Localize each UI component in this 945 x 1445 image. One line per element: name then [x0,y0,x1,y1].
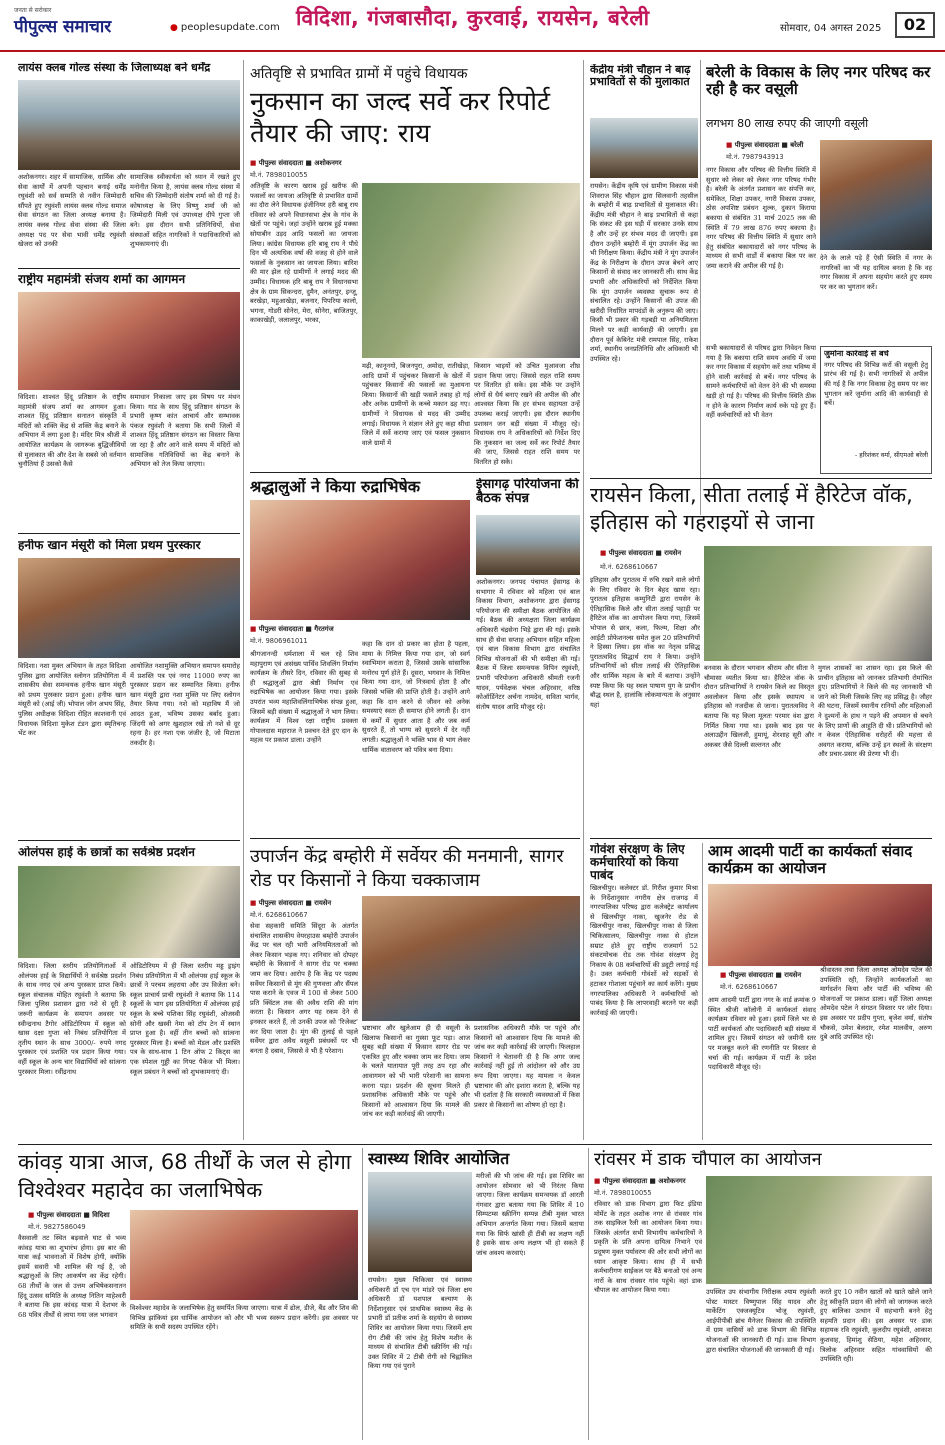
gauvansh-text: खिलचीपुर। कलेक्टर डॉ. गिरीश कुमार मिश्रा के निर्देशानुसार नगरीय क्षेत्र राजगढ़ में नगरपालिका परिषद द्वारा कलेक्ट्रेट कार्यालय से खिलचीपुर नाका, खुजनेर रोड से खिलचीपुर नाका, खिलचीपुर नाका से जिला चिकित्सालय, खिलचीपुर नाका से होटल सम्राट होते हुए राष्ट्रीय राजमार्ग 52 संकटमोचक रोड तक गोवंश संरक्षण हेतु निकाय के 08 कर्मचारियों की ड्यूटी लगाई गई है। उक्त कर्मचारी गोवंशों को सड़कों से हटाकर गोशाला पहुंचाने का कार्य करेंगे। मुख्य नगरपालिका अधिकारी ने कर्मचारियों को पाबंद किया है कि लापरवाही बरतने पर कड़ी कार्रवाई की जाएगी। [590,884,698,1017]
rudra-byline: ■ पीपुल्स संवाददाता ■ गैरतगंज [250,624,334,633]
isagarh-headline: ईसागढ़ परियोजना की बैठक संपन्न [476,478,579,507]
rudra-mobile: मो.नं. 9806961011 [250,637,308,645]
raisen-byline: ■ पीपुल्स संवाददाता ■ रायसेन [600,548,681,557]
byline-place: विदिशा [92,1211,110,1219]
divider [18,533,240,534]
ativrishti-headline: नुकसान का जल्द सर्वे कर रिपोर्ट तैयार की जाए: राय [250,87,551,149]
upaarjan-text-col1: सेवा सहकारी समिति सिंदूरा के अंतर्गत संचालित शासकीय वेयरहाउस बम्होरी उपार्जन केंद्र पर चल रही भारी अनियमितताओं को लेकर किसान भड़क गए। शनिवार को दोपहर बम्होरी के किसानों ने सागर रोड पर चक्का जाम कर दिया। आरोप है कि केंद्र पर पदस्थ सर्वेयर किसानों से मूंग की गुणवत्ता और सैंपल पास कराने के एवज में 100 से लेकर 500 प्रति क्विंटल तक की अवैध राशि की मांग करता है। किसान अगर यह रकम देने से इनकार करते हैं, तो उनकी उपज को 'रिजेक्ट' कर दिया जाता है। मूंग की तुलाई से पहले सर्वेयर द्वारा अवैध वसूली प्रबंधकों पर भी बनता है दबाव, जिससे वे भी है परेशान। [250,922,358,1055]
rudra-text-col2: कहा कि दान दो प्रकार का होता है पहला, माया के निमित्त किया गया दान, जो स्वर्ग स्वाभिमान कराता है, जिससे उसके सांसारिक मनोरथ पूर्ण होते हैं। दूसरा, भगवान के निमित्त किया गया दान, जो निःस्वार्थ होता है और जिससे भक्ति की प्राप्ति होती है। उन्होंने आगे कहा कि दान करने से जीवन को अनेक समस्याएं स्वतः ही समाप्त होने लगती हैं। दान से कर्मों में सुधार आता है और जब कर्म सुधरते हैं, तो भाग्य को सुधरने में देर नहीं लगती। श्रद्धालुओं ने भक्ति भाव से भाग लेकर धार्मिक वातावरण को पवित्र बना दिया। [362,640,470,754]
hanif-award-photo [18,558,240,658]
mla-field-visit-photo [362,183,580,358]
olympus-students-photo [18,866,240,958]
byline-place: बरेली [790,141,804,149]
rudrabhishek-photo [250,500,470,620]
gauvansh-headline: गोवंश संरक्षण के लिए कर्मचारियों को किया पाबंद [590,843,685,883]
column-divider [243,60,244,1140]
logo-tagline: जनता से सरोकार [14,7,52,14]
hanif-text-col1: विदिशा। नशा मुक्त अभियान के तहत विदिशा पुलिस द्वारा आयोजित स्लोगन प्रतियोगिता में शासकीय सेवा समन्वयक हनीफ खान मंसूरी को प्रथम पुरस्कार प्रदान हुआ। हनीफ खान मंसूरी को (आई जी) भोपाल जोन अभय सिंह, पुलिस अधीक्षक विदिशा रोहित काशवानी एवं विधायक विदिशा मुकेश टंडन द्वारा स्मृतिचन्ह भेंट कर [18,662,126,738]
byline-reporter: पीपुल्स संवाददाता [258,625,304,633]
health-text-col1: रायसेन। मुख्य चिकित्सा एवं स्वास्थ्य अधिकारी डॉ एच एन मांडरे एवं जिला क्षय अधिकारी डॉ यशपाल बल्याण के निर्देशानुसार एवं प्राथमिक स्वास्थ्य केंद्र के प्रभारी डॉ प्रतीक शर्मा के सहयोग से स्वास्थ्य शिविर का आयोजन किया गया। जिसमें क्षय रोग टीबी की जांच हेतु विशेष मशीन के माध्यम से संभावित टीबी स्क्रीनिंग की गई। उक्त शिविर में 2 टीबी रोगी को चिह्नांकित किया गया एवं पुराने [368,1276,472,1371]
chaupal-headline: रांवसर में डाक चौपाल का आयोजन [594,1150,822,1170]
column-divider [583,60,584,1140]
byline-reporter: पीपुल्स संवाददाता [608,549,654,557]
kanwad-text-col2: विश्वेश्वर महादेव के जलाभिषेक हेतु समर्पित किया जाएगा। यात्रा में ढोल, डीजे, बैंड और शिव की विभिन्न झांकियां इस धार्मिक आयोजन को और भी भव्य स्वरूप प्रदान करेंगी। इस अवसर पर समिति के सभी सदस्य उपस्थित रहेंगे। [130,1304,358,1332]
masthead [0,0,945,52]
byline-place: रायसेन [784,971,802,979]
raisen-fort-heritage-walk-photo [704,546,932,661]
upaarjan-byline: ■ पीपुल्स संवाददाता ■ रायसेन [250,898,331,907]
ativrishti-text-col2: मढ़ी, कानूनगो, बिजनपुरा, अमोदा, रातीखेड़ा, आदि ग्रामों में पहुंचकर किसानों के खेतों में पहुंचकर किसानों की फसलों का मुआयना किया। किसानों की खड़ी फसलें तबाह हो गई और अनेक ग्रामीणों के कच्चे मकान ढह गए। ग्रामीणों ने विधायक से मदद की उम्मीद लगाई। विधायक ने संज्ञान लेते हुए कहा सीधा जिले में सर्वे कराया जाए एवं फसल नुकसान वाले ग्रामों में [362,362,470,447]
sanjay-text-col2: समाधान निकाला जाए इस विषय पर मंथन किया। गाड के साथ हिंदू प्रतिष्ठान संगठन के प्रभारी कृष्ण कांत आचार्य और सम्भावक पंकज रघुवंशी ने बताया कि सभी जिलों में शाश्वत हिंदू प्रतिष्ठान संगठन का विस्तार किया जा रहा है और आने वाले समय में मंदिरों को सामाजिक गतिविधियों का केंद्र बनाने के अभियान को तेज किया जाएगा। [130,393,240,469]
aap-headline: आम आदमी पार्टी का कार्यकर्ता संवाद कार्यक्रम का आयोजन [708,843,913,876]
lions-club-group-photo [18,80,240,170]
ativrishti-text-col1: अतिवृष्टि के कारण खराब हुई खरीफ की फसलों का जायजा अतिवृष्टि से प्रभावित ग्रामों का दौरा लेने विधायक इंजीनियर हरी बाबू राय रविवार को अपने विधानसभा क्षेत्र के गांव के खेतों पर पहुंचे। जहां उन्होंने खराब हुई मक्का सोयाबीन उड़द आदि फसलों का जायजा लिया। कांग्रेस विधायक हरि बाबू राय ने पौधे दिन भी अत्यधिक वर्षा की वजह से होने वाले फसलों के नुकसान का जायजा लिया। बारिश की मार झेल रहे ग्रामीणों ने लगाई मदद की उम्मीद। विधायक हरि बाबू राय ने विधानसभा क्षेत्र के ग्राम सिकन्दरा, दुमैन, अनंतपुर, इन्जू, बरखेड़ा, महुआखेड़ा, बजनार, पिपरिया कालो, भगना, गोडरी सोनेरा, मेरा, सोनेरा, बाजितपुर, काकाखेड़ी, जलालपुर, भरका, [250,182,358,325]
fine-box-title: जुर्माना कार्रवाई से बचें [824,350,889,358]
column-divider [702,843,703,1140]
raisen-text-col2: बनवास के दौरान भगवान श्रीराम और सीता ने चौमासा व्यतीत किया था। हैरिटेज वॉक के दौरान प्रतिभागियों ने रायसेन किले का विस्तृत अवलोकन किया और इसके स्थापत्य व इतिहास को नजदीक से जाना। पुरातत्वविद ने बताया कि यह किला मूलतः परमार वंश द्वारा निर्मित किया गया था। इसके बाद इस पर अलाउद्दीन खिलजी, हुमायूं, शेरशाह सूरी और अकबर जैसे दिल्ली सल्तनत और [704,664,814,749]
rudra-text-col1: श्रीगजानन्दी धर्मशाला में चल रहे शिव महापुराण एवं असंख्य पार्थिव शिवलिंग निर्माण कार्यक्रम के तीसरे दिन, रविवार की सुबह से ही श्रद्धालुओं द्वारा श्रेष्ठी निर्माण एवं रुद्राभिषेक का आयोजन किया गया। इसके उपरांत भव्य महाशिवलिंगाभिषेक संपन्न हुआ, जिसमें बड़ी संख्या में श्रद्धालुओं ने भाग लिया। कार्यक्रम में विश्व रक्षा राष्ट्रीय प्रवक्ता गोपालदास महाराज ने प्रवचन देते हुए दान के महत्व पर प्रकाश डाला। उन्होंने [250,650,358,745]
byline-reporter: पीपुल्स संवाददाता [258,899,304,907]
byline-place: रायसेन [664,549,682,557]
lions-text-col2: सामाजिक स्वीकार्यता को ध्यान में रखते हुए मनोनीत किया है, लायंस क्लब गोल्ड संस्था में सचिव की जिम्मेदारी संतोष शर्मा को दी गई है। कोषाध्यक्ष के लिए विष्णु शर्मा जी को जिम्मेदारी मिली एवं उपाध्यक्ष दीपे गुप्ता जी बने। इस दौरान सभी प्रतिनिधियों, सेवा संस्थाओं सहित नागरिकों ने पदाधिकारियों को शुभकामनाएं दी। [130,173,240,249]
ativrishti-text-col3: किसान भाइयों को उचित मुआवजा शीघ्र प्रदान किया जाए। जिससे राहत राशि समय पर वितरित हो सके। इस मौके पर उन्होंने लोगों से धैर्य बनाए रखने की अपील की और आश्वस्त किया कि हर संभव सहायता उन्हें उपलब्ध कराई जाएगी। इस दौरान स्थानीय प्रशासन जन बड़ी संख्या में मौजूद रहे। विधायक राय ने अधिकारियों को निर्देश दिए कि नुकसान का जल्द सर्वे कर रिपोर्ट तैयार की जाए, जिससे राहत राशि समय पर वितरित हो सके। [474,362,580,466]
ativrishti-mobile: मो.नं. 7898010055 [250,171,308,179]
divider [250,838,580,839]
bareli-byline: ■ पीपुल्स संवाददाता ■ बरेली [726,140,803,149]
divider [590,838,932,839]
chakkajam-protest-photo [362,896,580,1021]
upaarjan-text-col3: प्रशासनिक अधिकारी मौके पर पहुंचे और किसानों को आश्वासन दिया कि मामले की जांच कर कड़ी कार्रवाई की जाएगी। फिलहाल किसानों ने चेतावनी दी है कि अगर जल्द कार्रवाई नहीं हुई तो आंदोलन को और उग्र रूप दिया जाएगा। यह मामला न केवल भ्रष्टाचार की ओर इशारा करता है, बल्कि यह भी दर्शाता है कि सरकारी व्यवस्थाओं में किस प्रकार से किसानों का शोषण हो रहा है। [474,1024,580,1109]
aap-karyakarta-photo [708,884,932,966]
tax-collection-photo [820,140,932,250]
chaupal-text-col3: करते हुए 10 नवीन खातों को खाते खोले जाने हेतु स्वीकृति प्रदान की लोगों को जागरूक करते हुए बालिका उत्थान में सहभागी बनने हेतु सहमति प्रदान की। इस अवसर पर डाक सहायक रवि रघुवंशी, कुलदीप रघुवंशी, आकाश कुशवाह, हिमांशु सेठिया, महेश अहिरवार, त्रिलोक अहिरवार सहित गांववासियों की उपस्थिति रही। [820,1288,932,1364]
lions-text-col1: अशोकनगर। शहर में सामाजिक, धार्मिक और सेवा कार्यों में अपनी पहचान बनाई धर्मेंद्र रघुवंशी को सर्व सम्मति से नवीन जिम्मेदारी सौंपते हुए रघुवंशी लायंस क्लब गोल्ड समाज सेवा संगठन का जिला अध्यक्ष बनाया है। लायंस क्लब गोल्ड सेवा संस्था की जिला अध्यक्ष पद पर सेवा भावी धर्मेंद्र रघुवंशी खेजरा को उनकी [18,173,126,249]
kanwad-byline: ■ पीपुल्स संवाददाता ■ विदिशा [28,1210,110,1219]
kanwad-headline: कांवड़ यात्रा आज, 68 तीर्थों के जल से होगा विश्वेश्वर महादेव का जलाभिषेक [18,1150,352,1202]
column-divider [362,1148,363,1440]
bareli-caption: देने के लाले पड़े हैं ऐसी स्थिति में नगर के नागरिकों का भी यह दायित्व बनता है कि वह नगर विकास में अपना सहयोग करते हुए समय पर कर का भुगतान करें। [820,254,932,291]
isagarh-text: अशोकनगर। जनपद पंचायत ईसागढ़ के सभागार में रविवार को महिला एवं बाल विकास विभाग, अशोकनगर द्वारा ईसागढ़ परियोजना की समीक्षा बैठक आयोजित की गई। बैठक की अध्यक्षता जिला कार्यक्रम अधिकारी चंद्रसेना भिड़े द्वारा की गई। इसके साथ ही सेवा सप्ताह अभियान सहित महिला एवं बाल विकास विभाग द्वारा संचालित विभिन्न योजनाओं की भी समीक्षा की गई। बैठक में जिला समन्वयक विपिन रघुवंशी, प्रभारी परियोजना अधिकारी श्रीमती रजनी यादव, पर्यवेक्षक चंचल अहिरवार, वरिष्ठ कोऑर्डिनेटर अर्चना नामदेव, सविता भार्गव, संतोष यादव आदि मौजूद रहे। [476,578,580,711]
olympus-text-col1: विदिशा। जिला स्तरीय प्रतियोगिताओं में ओलंपस हाई के विद्यार्थियों ने सर्वश्रेष्ठ प्रदर्शन के साथ नगद एवं अन्य पुरस्कार प्राप्त किये। स्कूल संचालक मोहित रघुवंशी ने बताया कि जिला पुलिस प्रशासन द्वारा नशे से दूरी है जरूरी कार्यक्रम के समापन अवसर पर स्वीन्द्रनाथ टैगोर ऑडिटोरियम में स्कूल को खास दक्षा गुप्ता को निबंध प्रतियोगिता में तृतीय स्थान के साथ 3000/- रुपये नगद पुरस्कार एवं प्रशस्ति पत्र प्रदान किया गया। वहीं स्कूल के अन्य चार विद्यार्थियों को सांत्वना पुरस्कार मिला। रवींद्रनाथ [18,962,126,1076]
byline-reporter: पीपुल्स संवाददाता [734,141,780,149]
chaupal-byline: ■ पीपुल्स संवाददाता ■ अशोकनगर [594,1176,685,1185]
health-headline: स्वास्थ्य शिविर आयोजित [368,1150,510,1168]
issue-date: सोमवार, 04 अगस्त 2025 [780,23,882,34]
kanwad-yatra-photo [130,1210,358,1300]
ativrishti-byline: ■ पीपुल्स संवाददाता ■ अशोकनगर [250,158,341,167]
raisen-mobile: मो.नं. 6268610667 [600,563,658,571]
divider [590,478,932,479]
newspaper-logo [14,6,111,37]
divider [18,1144,932,1145]
column-divider [588,1148,589,1440]
ativrishti-kicker: अतिवृष्टि से प्रभावित ग्रामों में पहुंचे विधायक [250,66,468,82]
byline-reporter: पीपुल्स संवाददाता [602,1177,648,1185]
chouhan-text: रायसेन। केंद्रीय कृषि एवं ग्रामीण विकास मंत्री शिवराज सिंह चौहान द्वारा सिलवानी तहसील के बम्होरी में बाढ़ प्रभावितों से मुलाकात की। केंद्रीय मंत्री चौहान ने बाढ़ प्रभावितों से कहा कि संकट की इस घड़ी में सरकार उनके साथ है और उन्हें हर संभव मदद दी जाएगी। इस दौरान उन्होंने बम्होरी में मूंग उपार्जन केंद्र का भी निरीक्षण किया। केंद्रीय मंत्री ने मूंग उपार्जन केंद्र के निरीक्षण के दौरान उपज बेचने आए किसानों से संवाद कर जानकारी ली। साथ केंद्र प्रभारी और अधिकारियों को निर्देशित किया कि मूंग उपार्जन व्यवस्था सुचारू रूप से संचालित रहे। उन्होंने किसानों की उपज की खरीदी निर्धारित मापदंडों के अनुरूप की जाए। किसी भी प्रकार की गड़बड़ी या अनियमितता मिलने पर कड़ी कार्यवाही की जाएगी। इस दौरान पूर्व केबिनेट मंत्री रामपाल सिंह, राकेश शर्मा, स्थानीय जनप्रतिनिधि और अधिकारी भी उपस्थित रहे। [590,182,698,363]
chouhan-visit-photo [590,118,698,178]
upaarjan-text-col2: भ्रष्टाचार और खुलेआम ही दी वसूली के खिलाफ किसानों का गुस्सा फूट पड़ा। आज सुबह बड़ी संख्या में किसान सागर रोड पर एकत्रित हुए और चक्का जाम कर दिया। जाम के चलते यातायात पूरी तरह ठप रहा और आवागमन को भी भारी परेशानी का सामना करना पड़ा। प्रदर्शन की सूचना मिलते ही प्रशासनिक अधिकारी मौके पर पहुंचे और किसानों को आश्वासन दिया कि मामले की जांच कर कड़ी कार्रवाई की जाएगी। [362,1024,470,1119]
fine-box-signature: - हरिशंकर वर्मा, सीएमओ बरेली [855,450,928,459]
chouhan-headline: केंद्रीय मंत्री चौहान ने बाढ़ प्रभावितों से की मुलाकात [590,64,691,89]
isagarh-meeting-photo [476,515,580,575]
kanwad-text-col1: वैसवाली तट स्थित बढ़वाले घाट से भव्य कांवड़ यात्रा का शुभारंभ होगा। इस बार की यात्रा कई भावनाओं में विशेष होगी, क्योंकि इसमें सवारी भी शामिल की गई है, जो श्रद्धालुओं के लिए आकर्षण का केंद्र रहेगी। 68 तीर्थों के जल से उत्तम अभिषेकसनातन हिंदू उत्सव समिति के अध्यक्ष नितिन माहेश्वरी ने बताया कि इस कांवड़ यात्रा में देशभर के 68 पवित्र तीर्थों से लाया गया जल भगवान [18,1234,126,1319]
raisen-text-col1: इतिहास और पुरातत्व में रुचि रखने वाले लोगों के लिए रविवार के दिन बेहद खास रहा। पुरातत्व इतिहास कम्युनिटी द्वारा रायसेन के ऐतिहासिक किले और सीता तलाई पहाड़ी पर हैरिटेज वॉक का आयोजन किया गया, जिसमें भोपाल से छात्र, कला, फिल्म, शिक्षा और आईटी प्रोफेशनल्स समेत कुल 20 प्रतिभागियों ने हिस्सा लिया। इस वॉक का नेतृत्व प्रसिद्ध पुरातत्वविद सिद्धार्थ राय ने किया। उन्होंने प्रतिभागियों को सीता तलाई की ऐतिहासिक और धार्मिक महत्व के बारे में बताया। उन्होंने स्पष्ट किया कि यह स्थल पाषाण युग के प्राचीन बौद्ध स्थल है, हालांकि लोकमान्यता के अनुसार यहां [590,576,700,709]
website-link[interactable]: ● peoplesupdate.com [170,22,280,33]
lions-headline: लायंस क्लब गोल्ड संस्था के जिलाध्यक्ष बने धर्मेंद्र [18,62,211,74]
health-camp-photo [368,1172,472,1272]
raisen-text-col3: मुगल शासकों का शासन रहा। इस किले की प्राचीन इतिहास को जानकर प्रतिभागी रोमांचित हुए। प्रतिभागियों ने किले की यह जानकारी भी जाने को मिली जिसके लिए वह प्रसिद्ध है। जौहर की घटना, जिसमें स्थानीय रानियों और महिलाओं ने दुश्मनों के हाथ न पड़ने की अपमान से बचने के लिए प्राणों की आहुति दी थी। प्रतिभागियों को न केवल ऐतिहासिक धरोहरों की महत्ता से अवगत कराया, बल्कि उन्हें इन स्थलों के संरक्षण और प्रचार-प्रसार की प्रेरणा भी दी। [818,664,932,759]
byline-place: गैरतगंज [314,625,334,633]
chaupal-text-col1: रविवार को डाक विभाग द्वारा फिट इंडिया मोमेंट के तहत अशोक नगर से रांवसर गांव तक साइकिल रैली का आयोजन किया गया। जिसके अंतर्गत सभी विभागीय कर्मचारियों ने प्रकृति के प्रति अपना दायित्व निभाने एवं प्रदूषण मुक्त पर्यावरण की ओर सभी लोगों का ध्यान आकृष्ट किया। साथ ही में सभी कर्मचारीगण साईकल पर बैठे बनाओ एवं अन्य नारों के साथ रांवसर गांव पहुंचे। वहां डाक चौपाल का आयोजन किया गया। [594,1200,702,1295]
hanif-headline: हनीफ खान मंसूरी को मिला प्रथम पुरस्कार [18,539,201,552]
upaarjan-mobile: मो.नं. 6268610667 [250,911,308,919]
aap-text-col2: श्रीवास्तव तथा जिला अध्यक्ष ओमदेव पटेल की उपस्थिति रही, जिन्होंने कार्यकर्ताओं का मार्गदर्शन किया और पार्टी की भविष्य की योजनाओं पर प्रकाश डाला। वहीं जिला अध्यक्ष ओमदेव पटेल ने संगठन विस्तार पर जोर दिया। इस अवसर पर प्रदीप गुप्ता, बृजेश वर्मा, संतोष चौकसे, उमेश बेलदार, रमेश मालवीय, अरुण दुबे आदि उपस्थित रहे। [820,966,932,1042]
bareli-subheadline: लगभग 80 लाख रुपए की जाएगी वसूली [706,117,869,130]
divider [18,268,240,269]
bareli-mobile: मो.नं. 7987943913 [726,153,784,161]
upaarjan-headline: उपार्जन केंद्र बम्होरी में सर्वेयर की मनमानी, सागर रोड पर किसानों ने किया चक्काजाम [250,846,564,891]
byline-reporter: पीपुल्स संवाददाता [36,1211,82,1219]
byline-reporter: पीपुल्स संवाददाता [728,971,774,979]
sanjay-sharma-photo [18,292,240,390]
bareli-headline: बरेली के विकास के लिए नगर परिषद कर रही है कर वसूली [706,64,931,97]
olympus-headline: ओलंपस हाई के छात्रों का सर्वश्रेष्ठ प्रदर्शन [18,846,195,859]
logo-text: पीपुल्स समाचार [14,17,112,37]
aap-byline: ■ पीपुल्स संवाददाता ■ रायसेन [720,970,801,979]
kanwad-mobile: मो.नं. 9827586049 [28,1223,86,1231]
rudra-headline: श्रद्धालुओं ने किया रुद्राभिषेक [250,478,421,496]
bareli-text-col2: सभी बकायादारों से परिषद द्वारा निवेदन किया गया है कि बकाया राशि समय अवधि में जमा कर नगर विकास में सहयोग करें तथा भविष्य में होने वाली कार्रवाई से बचें। नगर परिषद के सामने कर्मचारियों को वेतन देने की भी समस्या खड़ी हो गई है। परिषद की वित्तीय स्थिति ठीक न होने के कारण निर्माण कार्य रुके पड़े हुए हैं। वहीं कर्मचारियों को भी वेतन [706,344,816,420]
divider [250,472,580,473]
column-divider [700,60,701,515]
olympus-text-col2: ऑडिटोरियम में ही जिला स्तरीय मड्ड ड्राइंग निबंध प्रतियोगिता में भी ओलंपस हाई स्कूल के छात्रों ने परचम लहराया और उप विजेता बने। स्कूल प्राचार्य प्राची रघुवंशी ने बताया कि 114 स्कूलों के भाग इस प्रतियोगिता में ओलंपस हाई स्कूल के बच्चे यशिका सिंह रघुवंशी, ओजस्वी सोनी और खस्वी नेमा को टॉप टेन में स्थान प्राप्त हुआ है। वहीं तीन बच्चों को सांत्वना पुरस्कार मिला है। बच्चों को मेडल और प्रशस्ति पत्र के साथ-साथ 1 टिन ऑफ 2 किट्स का एक स्पेशल गुड्डी का गिफ्ट पैकेज भी मिला। स्कूल प्रबंधन ने बच्चों को शुभकामनाएं दी। [130,962,240,1076]
hanif-text-col2: आयोजित नशामुक्ति अभियान समापन समारोह में प्रशस्ति पत्र एवं नगद 11000 रुपए का पुरस्कार प्रदान कर सम्मानित किया। हनीफ खान मंसूरी द्वारा नशा मुक्ति पर लिए स्लोगन तैयार किया गया। नशे को महाविष मैं जो आदत हुआ, भविष्य उसका बर्बाद हुआ। जिंदगी को अगर खुशहाल रखे तो नशे से दूर रहना है। हर नशा एक जंजीर है, जो मिटाता तकदीर है। [130,662,240,747]
chaupal-mobile: मो.नं. 7898010055 [594,1189,652,1197]
byline-place: अशोकनगर [314,159,342,167]
raisen-headline: रायसेन किला, सीता तलाई में हैरिटेज वॉक, इतिहास को गहराइयों से जाना [590,483,913,534]
aap-text-col1: आम आदमी पार्टी द्वारा नगर के वार्ड क्रमांक 9 स्थित श्रीजी कॉलोनी में कार्यकर्ता संवाद कार्यक्रम रविवार को हुआ। इसमें जिले भर से पार्टी कार्यकर्ता और पदाधिकारी बड़ी संख्या में शामिल हुए। जिसमें संगठन को जमीनी स्तर पर मजबूत करने की रणनीति पर विस्तार से चर्चा की गई। कार्यक्रम में पार्टी के प्रदेश पदाधिकारी मौजूद रहे। [708,996,816,1072]
chaupal-text-col2: उपस्थित उप संभागीय निरीक्षक श्याम रघुवंशी पोस्ट मास्टर विष्णुपाल सिंह यादव और मार्केटिंग एक्जक्यूटिव भोजू रघुवंशी, आईपीपीबी ब्रांच मैनेजर विकास की उपस्थिति में ग्राम वासियों को डाक विभाग की विभिन्न योजनाओं की जानकारी दी गई। डाक विभाग द्वारा संचालित योजनाओं की जानकारी दी गई। [706,1288,816,1354]
page-number: 02 [895,12,935,38]
health-text-col3: मरीजों की भी जांच की गई। इस शिविर का आयोजन सोमवार को भी निरंतर किया जाएगा। जिला कार्यक्रम समन्वयक डॉ आरती गंगवार द्वारा बताया गया कि शिविर में 10 सिम्पटम्स स्क्रीनिंग सम्पन्न टीबी मुक्त भारत अभियान अन्तर्गत किया गया। जिसमें बताया गया कि सिर्फ खांसी ही टीबी का लक्षण नहीं है इसके साथ अन्य लक्षण भी हो सकते हैं जांच अवश्य करवाएं। [476,1172,584,1257]
fine-warning-box [820,346,932,474]
sanjay-headline: राष्ट्रीय महामंत्री संजय शर्मा का आगमन [18,273,186,286]
bareli-text-col1: नगर विकास और परिषद की वित्तीय स्थिति में सुधार को लेकर को लेकर नगर परिषद गंभीर है। बरेली के अंतर्गत प्रशासन कर संपत्ति कर, समेकित, शिक्षा उपकर, नगरी विकास उपकर, ठोस अपशिष्ट प्रबंधन शुल्क, दुकान किराया बकाया से संबंधित 31 मार्च 2025 तक की स्थिति में 79 लाख 876 रुपए बकाया है। नगर परिषद की वित्तीय स्थिति में सुधार लाने हेतु संबंधित बकायादारों को नगर परिषद के माध्यम से सभी वार्डों में बकाया बिल पर कर जमा कराने की अपील की गई है। [706,166,816,270]
aap-mobile: मो.नं. 6268610667 [720,983,778,991]
byline-reporter: पीपुल्स संवाददाता [258,159,304,167]
dak-chaupal-photo [706,1176,932,1284]
fine-box-text: नगर परिषद की विभिन्न करों की वसूली हेतु प्रारंभ की गई है। सभी नागरिकों से अपील की गई है कि नगर विकास हेतु समय पर कर भुगतान करें जुर्माना आदि की कार्यवाही से बचें। [824,360,928,408]
byline-place: रायसेन [314,899,332,907]
sanjay-text-col1: विदिशा। शाश्वत हिंदू प्रतिष्ठान के राष्ट्रीय महामंत्री संजय शर्मा का आगमन हुआ। शाश्वत हिंदू प्रतिष्ठान सनातन संस्कृति में मंदिरों को शक्ति केंद्र से शक्ति केंद्र बनाने के अभियान में लगा हुआ है। मंदिर मित्र श्रीजी में आयोजित कार्यक्रम के जागरूक बुद्धिजीवियों से मुलाकात की और देश के सबसे जो वर्तमान चुनौतियां हैं उसको कैसे [18,393,126,469]
byline-place: अशोकनगर [658,1177,686,1185]
divider [18,840,240,841]
section-cities-title: विदिशा, गंजबासौदा, कुरवाई, रायसेन, बरेली [296,6,650,30]
